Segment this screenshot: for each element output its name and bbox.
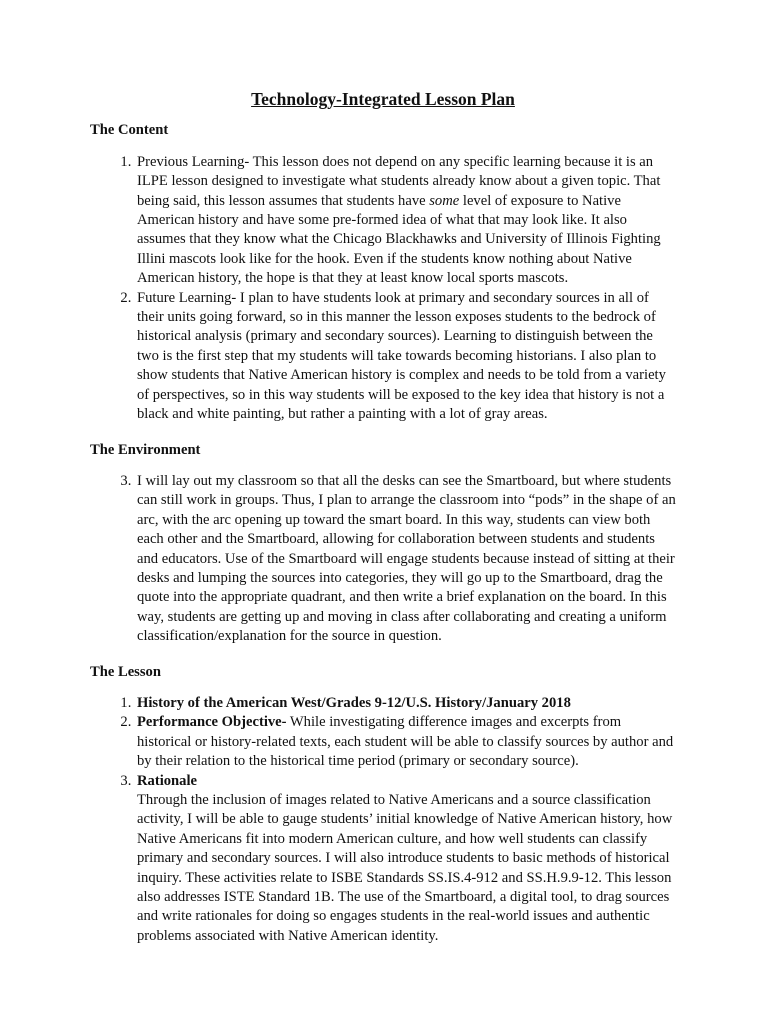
page-title: Technology-Integrated Lesson Plan <box>251 89 515 109</box>
performance-objective-text: While investigating difference images and excerpts from historical or history-related texts, each student will be able to classify sources by author and by their relation to the historical time period (primary or secondary source). <box>137 714 674 770</box>
list-item-future-learning: 2. Future Learning- I plan to have students look at primary and secondary sources in all of their units going forward, so in this manner the lesson exposes students to the bedrock of historical analysis (primary and secondary sources). Learning to distinguish between the two is the first step that my students will take towards becoming historians. I also plan to show students that Native American history is complex and needs to be told from a variety of perspectives, so in this way students will be exposed to the key idea that history is not a black and white painting, but rather a painting with a lot of gray areas. <box>135 289 676 425</box>
rationale-label: Rationale <box>137 772 197 789</box>
lesson-list <box>90 694 676 946</box>
list-item-rationale <box>135 772 676 947</box>
list-item-performance-objective <box>135 713 676 771</box>
content-list <box>90 153 676 425</box>
performance-objective-label: Performance Objective- <box>137 714 287 731</box>
section-heading-lesson: The Lesson <box>90 663 161 680</box>
course-info: History of the American West/Grades 9-12/U.S. History/January 2018 <box>137 694 571 711</box>
list-item-previous-learning <box>135 153 676 289</box>
item-text: level of exposure to Native American history and have some pre-formed idea of what that may look like. It also assumes that they know what the Chicago Blackhawks and University of Illinois Fighting Illini mascots look like for the hook. Even if the students know nothing about Native American history, the hope is that they at least know local sports mascots. <box>137 192 661 287</box>
environment-list <box>90 472 676 647</box>
item-text: Previous Learning- This lesson does not depend on any specific learning because it is an ILPE lesson designed to investigate what students already know about a given topic. That being said, this lesson assumes that students have <box>137 153 661 209</box>
item-emphasis: some <box>429 192 460 209</box>
section-heading-environment: The Environment <box>90 441 201 458</box>
list-item-course-info <box>135 694 676 713</box>
rationale-text: Through the inclusion of images related to Native Americans and a source classification activity, I will be able to gauge students’ initial knowledge of Native American history, how Native Americans fit into modern American culture, and how well students can classify primary and secondary sources. I will also introduce students to basic methods of historical inquiry. These activities relate to ISBE Standards SS.IS.4-912 and SS.H.9.9-12. This lesson also addresses ISTE Standard 1B. The use of the Smartboard, a digital tool, to drag sources and write rationales for doing so engages students in the real-world issues and authentic problems associated with Native American identity. <box>137 792 673 944</box>
section-heading-content: The Content <box>90 122 169 139</box>
list-item-classroom-layout: 3. I will lay out my classroom so that all the desks can see the Smartboard, but where students can still work in groups. Thus, I plan to arrange the classroom into “pods” in the shape of an arc, with the arc opening up toward the smart board. In this way, students can view both each other and the Smartboard, allowing for collaboration between students and students and educators. Use of the Smartboard will engage students because instead of sitting at their desks and lumping the sources into categories, they will go up to the Smartboard, drag the quote into the appropriate quadrant, and then write a brief explanation on the board. In this way, students are getting up and moving in class after collaborating and creating a uniform classification/explanation for the source in question. <box>135 472 676 647</box>
